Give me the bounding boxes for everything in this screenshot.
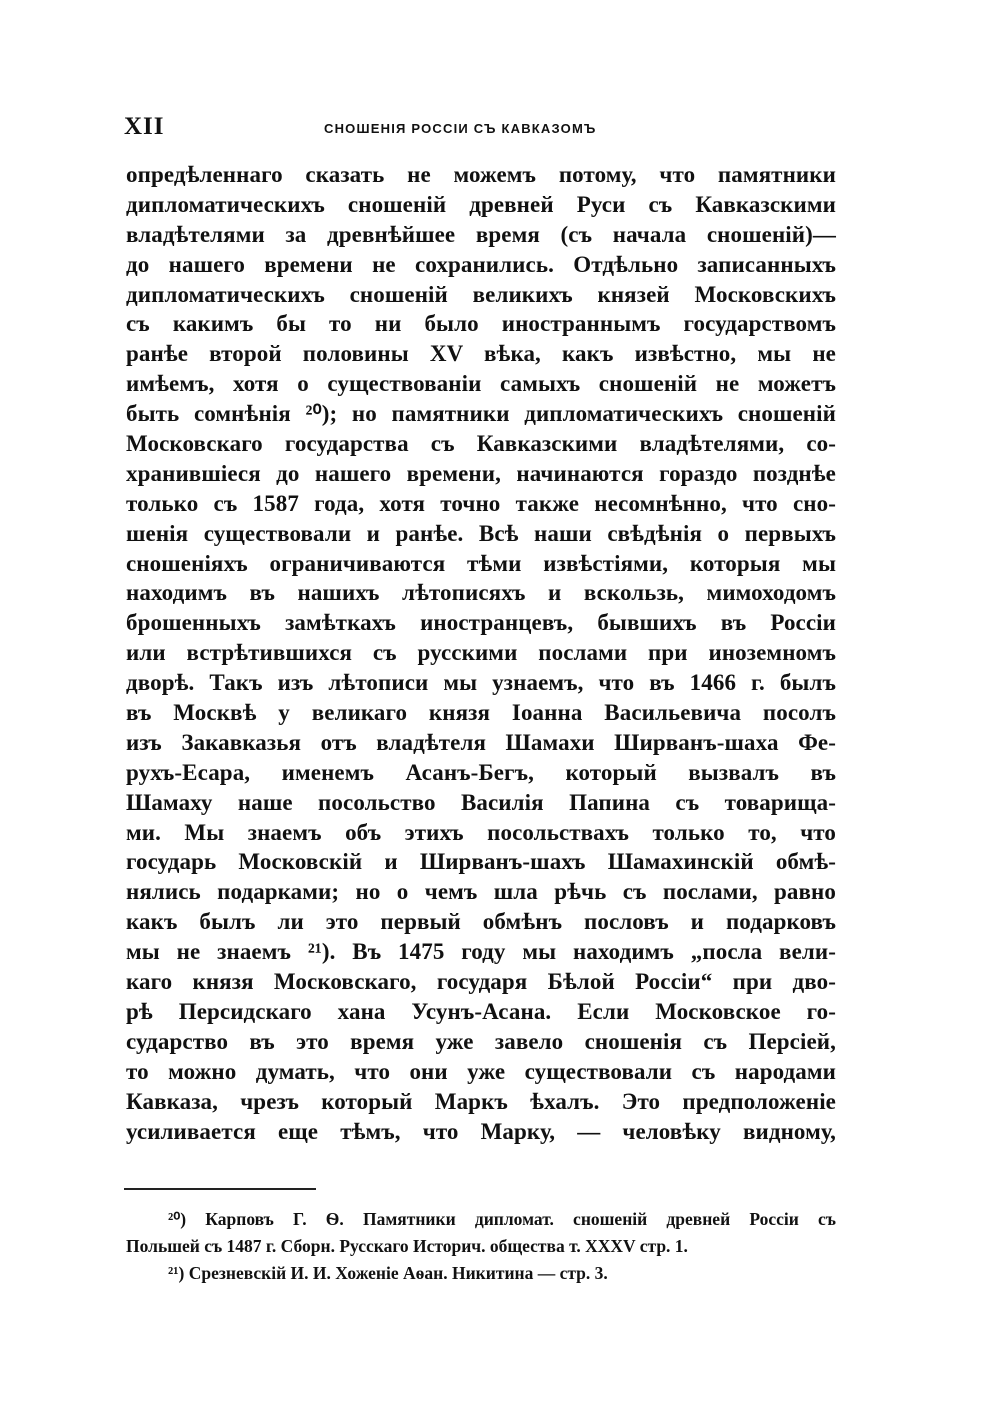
text-line: каго князя Московскаго, государя Бѣлой Россіи“ при дво- [126,969,836,995]
text-line: владѣтелями за древнѣйшее время (съ начала сношеній)— [126,221,836,247]
text-line: то можно думать, что они уже существовали съ народами [126,1058,836,1084]
text-line: дворѣ. Такъ изъ лѣтописи мы узнаемъ, что въ 1466 г. былъ [126,670,836,696]
text-line: быть сомнѣнія ²⁰); но памятники дипломатическихъ сношеній [126,401,836,427]
text-line: рухъ-Есара, именемъ Асанъ-Бегъ, который вызвалъ въ [126,759,836,785]
footnote-separator [124,1188,316,1190]
text-line: нялись подарками; но о чемъ шла рѣчь съ послами, равно [126,879,836,905]
text-line: до нашего времени не сохранились. Отдѣльно записанныхъ [126,251,836,277]
footnote-line: ²¹) Срезневскій И. И. Хоженіе Аѳан. Никитина — стр. 3. [168,1263,608,1283]
text-line: или встрѣтившихся съ русскими послами при иноземномъ [126,640,836,666]
page-number: XII [124,113,165,140]
text-line: государь Московскій и Ширванъ-шахъ Шамахинскій обмѣ- [126,849,836,875]
footnote-marker: ²⁰) [168,1209,187,1229]
text-line: имѣемъ, хотя о существованіи самыхъ сношеній не можетъ [126,371,836,397]
text-line: сношеніяхъ ограничиваются тѣми извѣстіями, которыя мы [126,550,836,576]
text-line: усиливается еще тѣмъ, что Марку, — человѣку видному, [126,1118,836,1144]
text-line: дипломатическихъ сношеній великихъ князей Московскихъ [126,281,836,307]
text-line: ранѣе второй половины XV вѣка, какъ извѣстно, мы не [126,341,836,367]
text-line: Шамаху наше посольство Василія Папина съ товарища- [126,789,836,815]
text-line: мы не знаемъ ²¹). Въ 1475 году мы находимъ „посла вели- [126,939,836,965]
text-line: брошенныхъ замѣткахъ иностранцевъ, бывшихъ въ Россіи [126,610,836,636]
text-line: опредѣленнаго сказать не можемъ потому, что памятники [126,162,836,187]
footnotes [126,1206,836,1287]
page-header [124,112,836,144]
text-line: въ Москвѣ у великаго князя Іоанна Васильевича посолъ [126,700,836,726]
running-title: СНОШЕНІЯ РОССІИ СЪ КАВКАЗОМЪ [324,121,597,136]
text-line: только съ 1587 года, хотя точно также несомнѣнно, что сно- [126,490,836,516]
text-line: рѣ Персидскаго хана Усунъ-Асана. Если Московское го- [126,998,836,1024]
text-line: какъ былъ ли это первый обмѣнъ пословъ и подарковъ [126,909,836,935]
body-text [126,160,836,1146]
footnote-marker: ²¹) [168,1263,185,1283]
text-line: ми. Мы знаемъ объ этихъ посольствахъ только то, что [126,819,836,845]
text-line: изъ Закавказья отъ владѣтеля Шамахи Ширванъ-шаха Фе- [126,729,836,755]
footnote-line: ²⁰) Карповъ Г. Ѳ. Памятники дипломат. сношеній древней Россіи съ [168,1209,837,1229]
text-line: Московскаго государства съ Кавказскими владѣтелями, со- [126,431,836,457]
footnote-20 [126,1206,836,1260]
text-line: находимъ въ нашихъ лѣтописяхъ и вскользь, мимоходомъ [126,580,836,606]
text-line: съ какимъ бы то ни было иностраннымъ государствомъ [126,311,836,337]
text-line: шенія существовали и ранѣе. Всѣ наши свѣдѣнія о первыхъ [126,520,836,546]
text-line: дипломатическихъ сношеній древней Руси съ Кавказскими [126,191,836,217]
text-line: Кавказа, чрезъ который Маркъ ѣхалъ. Это предположеніе [126,1088,836,1114]
footnote-21 [126,1260,836,1287]
text-line: сударство въ это время уже завело сношенія съ Персіей, [126,1028,836,1054]
text-line: хранившіеся до нашего времени, начинаются гораздо позднѣе [126,460,836,486]
footnote-line: Польшей съ 1487 г. Сборн. Русскаго Историч. общества т. XXXV стр. 1. [126,1236,688,1256]
